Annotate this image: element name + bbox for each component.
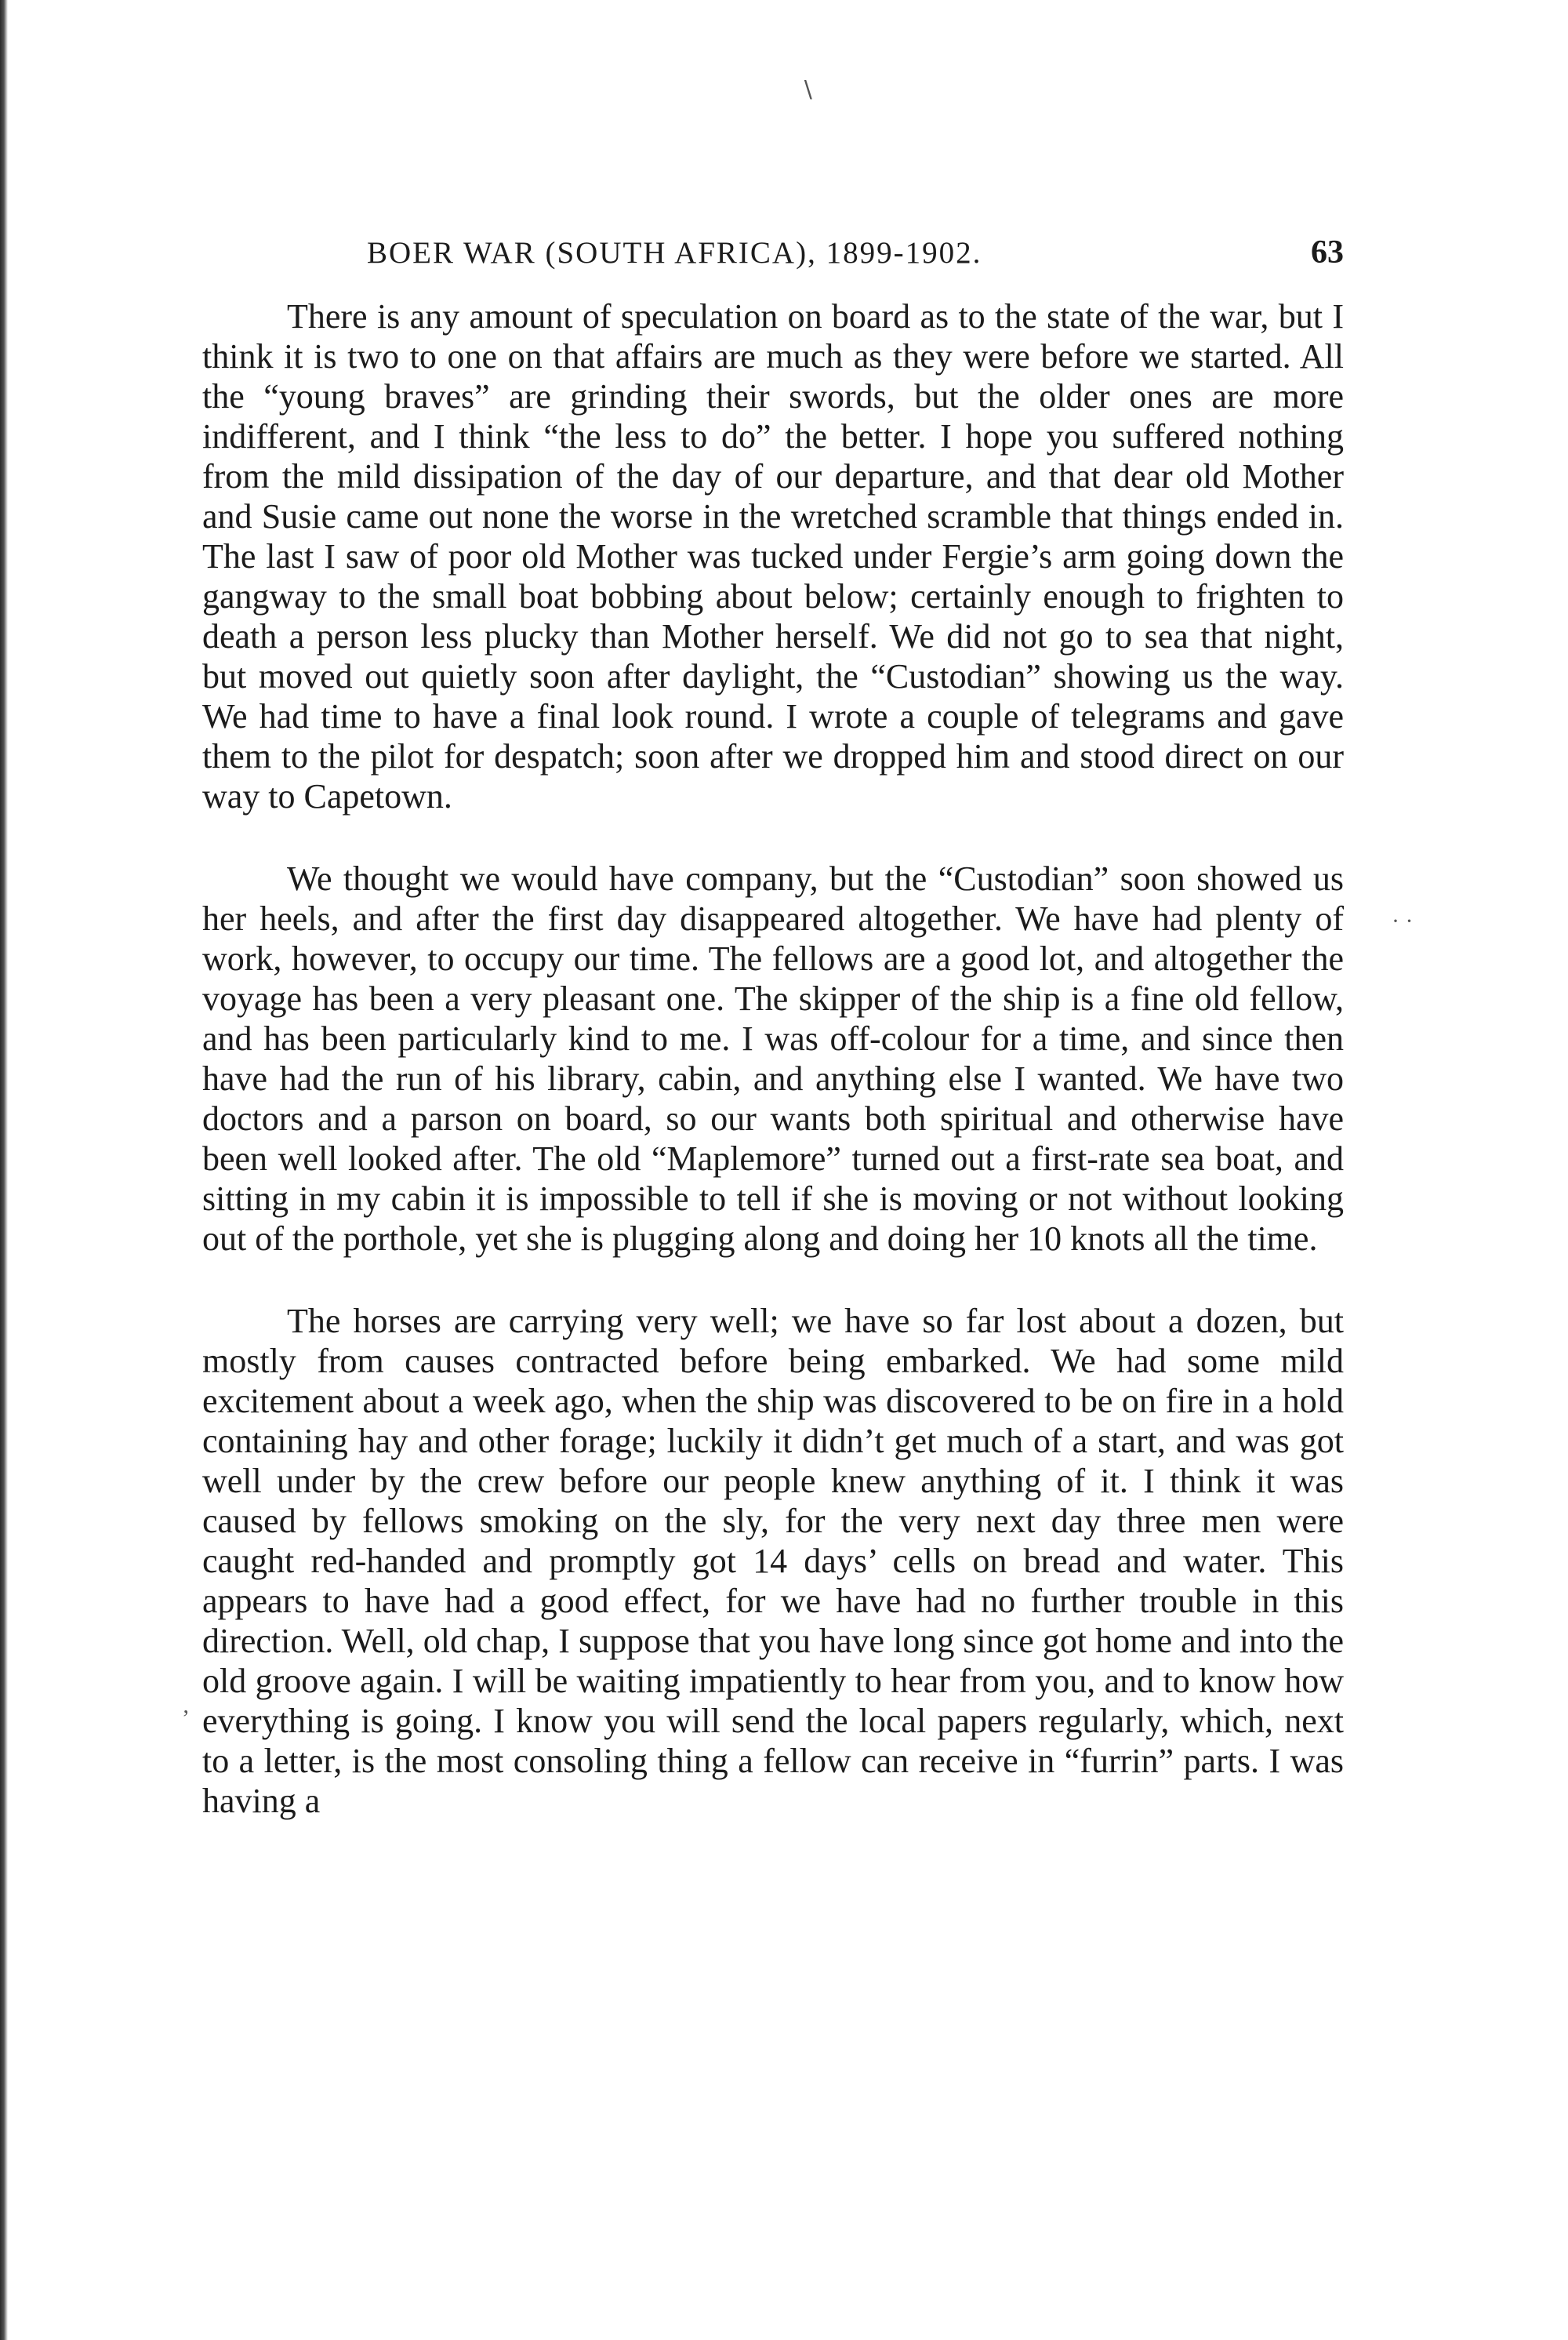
paragraph-speculation: There is any amount of speculation on board as to the state of the war, but I think it is two to one on that affairs are much as they were before we started. All the “young braves” are grinding their swords, but the older ones are more indifferent, and I think “the less to do” the better. I hope you suffered nothing from the mild dissipation of the day of our departure, and that dear old Mother and Susie came out none the worse in the wretched scramble that things ended in. The last I saw of poor old Mother was tucked under Fergie’s arm going down the gangway to the small boat bobbing about below; certainly enough to frighten to death a person less plucky than Mother herself. We did not go to sea that night, but moved out quietly soon after daylight, the “Custodian” showing us the way. We had time to have a final look round. I wrote a couple of telegrams and gave them to the pilot for despatch; soon after we dropped him and stood direct on our way to Capetown. [202, 297, 1344, 816]
scan-speck: ‚ [182, 1692, 190, 1718]
scan-speck: · · [1392, 908, 1414, 934]
paragraph-voyage: We thought we would have company, but the “Custodian” soon showed us her heels, and after the first day disappeared altogether. We have had plenty of work, however, to occupy our time. The fellows are a good lot, and altogether the voyage has been a very pleasant one. The skipper of the ship is a fine old fellow, and has been particularly kind to me. I was off-colour for a time, and since then have had the run of his library, cabin, and anything else I wanted. We have two doctors and a parson on board, so our wants both spiritual and otherwise have been well looked after. The old “Maplemore” turned out a first-rate sea boat, and sitting in my cabin it is impossible to tell if she is moving or not without looking out of the porthole, yet she is plugging along and doing her 10 knots all the time. [202, 859, 1344, 1258]
running-header [202, 235, 1344, 282]
running-title: BOER WAR (SOUTH AFRICA), 1899-1902. [367, 236, 982, 270]
book-binding-edge [0, 0, 8, 2340]
scan-speck: ∖ [800, 78, 815, 104]
text-body [202, 296, 1344, 1821]
paragraph-horses: The horses are carrying very well; we have so far lost about a dozen, but mostly from causes contracted before being embarked. We had some mild excitement about a week ago, when the ship was discovered to be on fire in a hold containing hay and other forage; luckily it didn’t get much of a start, and was got well under by the crew before our people knew anything of it. I think it was caused by fellows smoking on the sly, for the very next day three men were caught red-handed and promptly got 14 days’ cells on bread and water. This appears to have had a good effect, for we have had no further trouble in this direction. Well, old chap, I suppose that you have long since got home and into the old groove again. I will be waiting impatiently to hear from you, and to know how everything is going. I know you will send the local papers regularly, which, next to a letter, is the most consoling thing a fellow can receive in “furrin” parts. I was having a [202, 1302, 1344, 1820]
page-number: 63 [1311, 234, 1344, 271]
book-page [202, 235, 1344, 1821]
